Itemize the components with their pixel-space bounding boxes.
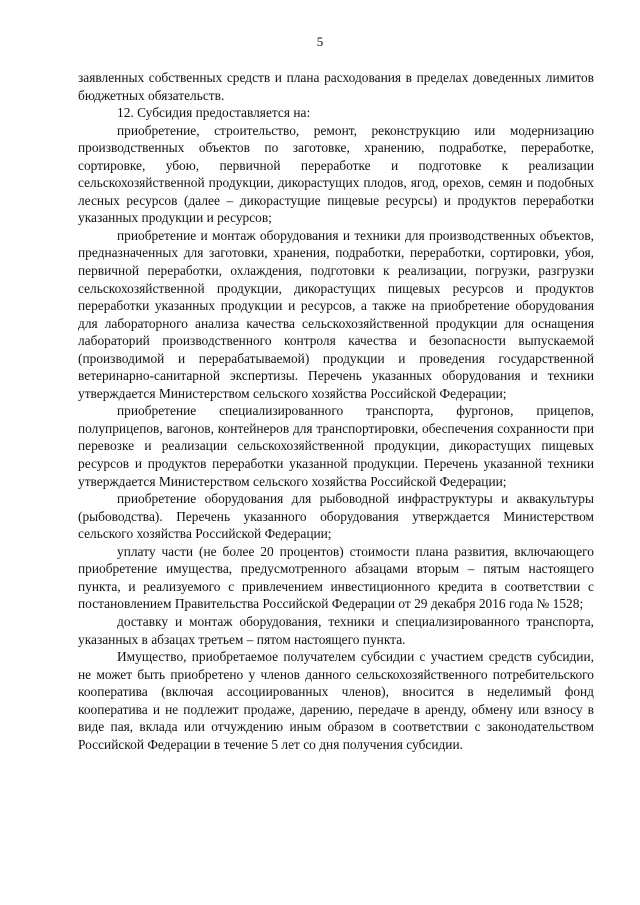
paragraph-development-plan-payment: уплату части (не более 20 процентов) стоимости плана развития, включающего приобретение имущества, предусмотренного абзацами вторым – пятым настоящего пункта, и реализуемого с привлечением инвестиционного кредита в соответствии с постановлением Правительства Российской Федерации от 29 декабря 2016 года № 1528; xyxy=(78,543,594,612)
paragraph-property-restrictions: Имущество, приобретаемое получателем субсидии с участием средств субсидии, не может быть приобретено у членов данного сельскохозяйственного потребительского кооператива (включая ассоциированных членов), вносится в неделимый фонд кооператива и не подлежит продаже, дарению, передаче в аренду, обмену или взносу в виде пая, вклада или отчуждению иным образом в соответствии с законодательством Российской Федерации в течение 5 лет со дня получения субсидии. xyxy=(78,649,594,752)
document-body xyxy=(78,69,594,753)
paragraph-clause-12-intro: 12. Субсидия предоставляется на: xyxy=(117,105,311,121)
paragraph-delivery-and-installation: доставку и монтаж оборудования, техники и специализированного транспорта, указанных в абзацах третьем – пятом настоящего пункта. xyxy=(78,613,594,647)
paragraph-aquaculture-equipment: приобретение оборудования для рыбоводной инфраструктуры и аквакультуры (рыбоводства). Перечень указанного оборудования утверждается Министерством сельского хозяйства Российской Федерации; xyxy=(78,491,594,542)
page-number: 5 xyxy=(316,34,324,49)
paragraph-production-facilities: приобретение, строительство, ремонт, реконструкцию или модернизацию производственных объектов по заготовке, хранению, подработке, переработке, сортировке, убою, первичной переработке и подготовке к реализации сельскохозяйственной продукции, дикорастущих плодов, ягод, орехов, семян и подобных лесных ресурсов (далее – дикорастущие пищевые ресурсы) и продуктов переработки указанных продукции и ресурсов; xyxy=(78,122,594,226)
paragraph-equipment-and-machinery: приобретение и монтаж оборудования и техники для производственных объектов, предназначенных для заготовки, хранения, подработки, переработки, сортировки, убоя, первичной переработки, охлаждения, подготовки к реализации, погрузки, разгрузки сельскохозяйственной продукции, дикорастущих пищевых ресурсов и продуктов переработки указанных продукции и ресурсов, а также на приобретение оборудования для лабораторного анализа качества сельскохозяйственной продукции для оснащения лабораторий производственного контроля качества и безопасности выпускаемой (производимой и перерабатываемой) продукции и проведения государственной ветеринарно-санитарной экспертизы. Перечень указанных оборудования и техники утверждается Министерством сельского хозяйства Российской Федерации; xyxy=(78,227,594,401)
paragraph-specialized-transport: приобретение специализированного транспорта, фургонов, прицепов, полуприцепов, вагонов, контейнеров для транспортировки, обеспечения сохранности при перевозке и реализации сельскохозяйственной продукции, дикорастущих пищевых ресурсов и продуктов переработки указанной продукции. Перечень указанной техники утверждается Министерством сельского хозяйства Российской Федерации; xyxy=(78,403,594,489)
paragraph-continuation: заявленных собственных средств и плана расходования в пределах доведенных лимитов бюджетных обязательств. xyxy=(78,70,594,103)
